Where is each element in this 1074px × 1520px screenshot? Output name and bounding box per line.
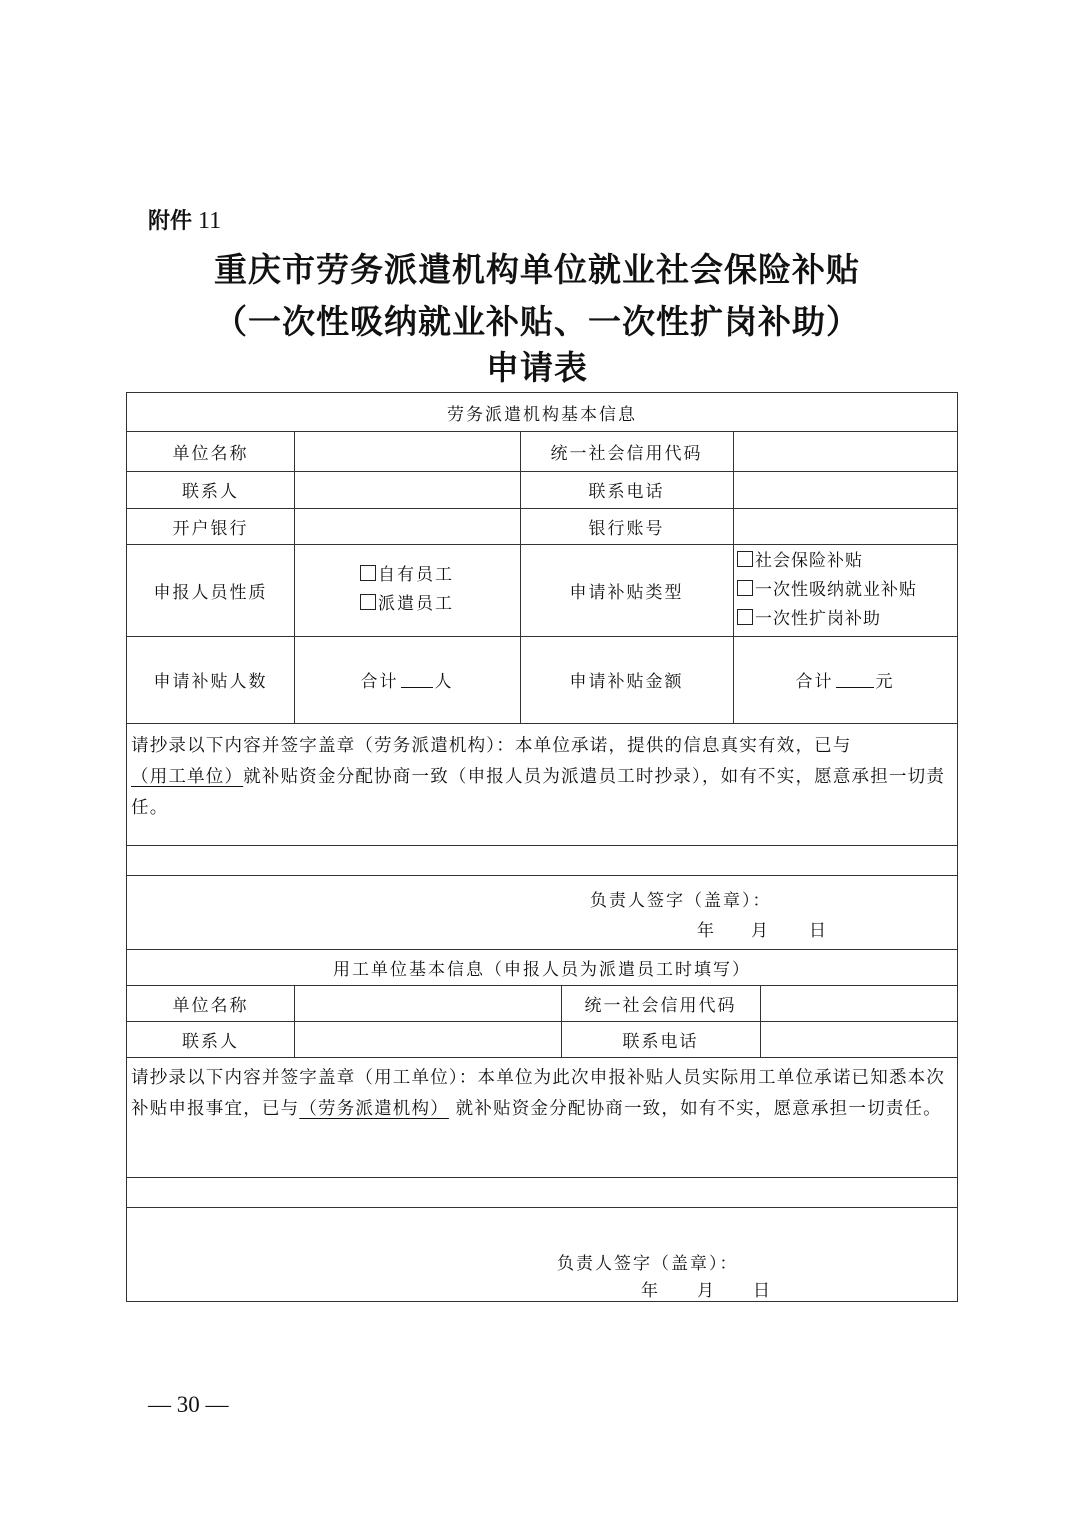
attachment-label [148,204,221,235]
pledge-underlined-dispatch-agency: （劳务派遣机构） [299,1099,449,1119]
contact-field[interactable] [294,471,520,508]
checkbox-icon[interactable] [360,594,376,610]
unit-name-label: 单位名称 [172,443,249,464]
amount-field[interactable]: 合计 元 [795,672,895,692]
pledge-text-employer: 请抄录以下内容并签字盖章（用工单位）：本单位为此次申报补贴人员实际用工单位承诺已知悉本次补贴申报事宜，已与（劳务派遣机构） 就补贴资金分配协商一致，如有不实，愿意承担一切责任。 [131,1068,946,1119]
count-label: 申请补贴人数 [153,672,268,692]
attachment-number: 11 [198,208,222,234]
date-year-2: 年 [641,1281,660,1301]
bank-label: 开户银行 [172,518,249,539]
employer-phone-label: 联系电话 [622,1031,699,1052]
personnel-type-options [294,544,520,636]
transcription-line-1[interactable] [127,845,957,875]
date-day-1: 日 [809,921,828,941]
signature-label-2: 负责人签字（盖章）： [557,1254,739,1274]
employer-unit-name-label: 单位名称 [172,995,249,1016]
amount-label: 申请补贴金额 [569,672,684,692]
transcription-line-2[interactable] [127,1177,957,1207]
personnel-option-dispatched[interactable]: 派遣员工 [360,590,454,619]
unit-name-field[interactable] [294,431,520,471]
employer-contact-label: 联系人 [182,1031,239,1052]
personnel-option-own[interactable]: 自有员工 [360,561,454,590]
personnel-type-label: 申报人员性质 [153,582,268,603]
pledge-text-dispatch-agency: 请抄录以下内容并签字盖章（劳务派遣机构）：本单位承诺，提供的信息真实有效，已与（用工单位）就补贴资金分配协商一致（申报人员为派遣员工时抄录），如有不实，愿意承担一切责任。 [131,736,946,818]
checkbox-icon[interactable] [737,580,753,596]
page-number: — 30 — [148,1392,229,1417]
checkbox-icon[interactable] [737,609,753,625]
bank-field[interactable] [294,508,520,544]
checkbox-icon[interactable] [737,551,753,567]
checkbox-icon[interactable] [360,565,376,581]
employer-credit-code-field[interactable] [760,985,957,1021]
employer-phone-field[interactable] [760,1021,957,1057]
signature-label-1: 负责人签字（盖章）： [590,891,772,911]
phone-field[interactable] [733,471,957,508]
credit-code-field[interactable] [733,431,957,471]
subsidy-option-social-insurance[interactable]: 社会保险补贴 [737,547,917,576]
subsidy-option-one-time-expansion[interactable]: 一次性扩岗补助 [737,605,917,634]
attachment-label-text: 附件 [148,209,193,234]
document-title-line2: （一次性吸纳就业补贴、一次性扩岗补助） [214,302,860,341]
credit-code-label: 统一社会信用代码 [550,443,703,464]
date-year-1: 年 [697,921,716,941]
employer-credit-code-label: 统一社会信用代码 [584,995,737,1016]
employer-contact-field[interactable] [294,1021,561,1057]
contact-label: 联系人 [182,482,239,502]
pledge-underlined-employer: （用工单位） [131,767,244,787]
document-title-line1: 重庆市劳务派遣机构单位就业社会保险补贴 [214,250,860,289]
section1-heading: 劳务派遣机构基本信息 [447,404,637,425]
subsidy-type-options [733,544,957,636]
date-month-1: 月 [751,921,770,941]
date-day-2: 日 [753,1281,772,1301]
phone-label: 联系电话 [588,482,665,502]
date-month-2: 月 [697,1281,716,1301]
employer-unit-name-field[interactable] [294,985,561,1021]
account-field[interactable] [733,508,957,544]
subsidy-type-label: 申请补贴类型 [569,582,684,603]
subsidy-option-one-time-employment[interactable]: 一次性吸纳就业补贴 [737,576,917,605]
document-title-line3: 申请表 [486,348,588,387]
section2-heading: 用工单位基本信息（申报人员为派遣员工时填写） [333,959,751,980]
application-form-table [126,392,958,1302]
account-label: 银行账号 [588,518,665,539]
count-field[interactable]: 合计 人 [360,672,454,692]
